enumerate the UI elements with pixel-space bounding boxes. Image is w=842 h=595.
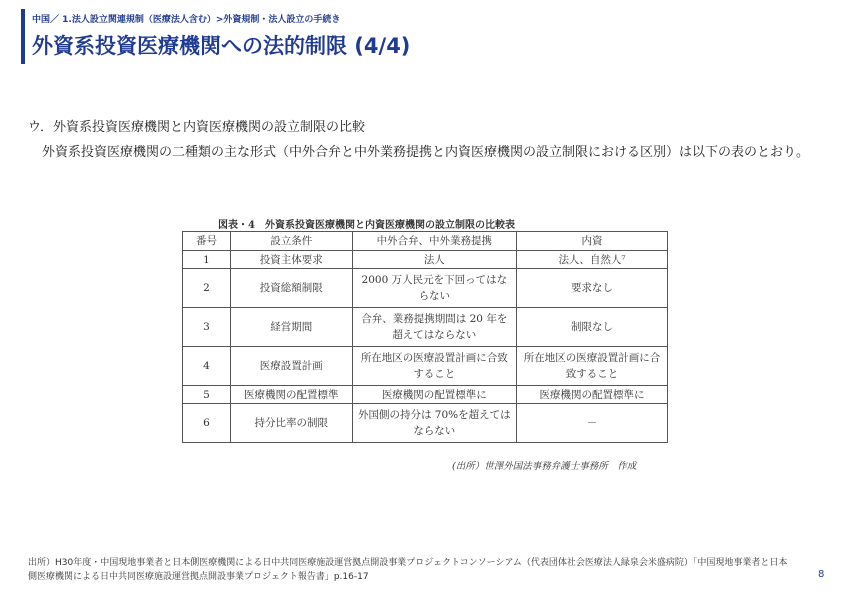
comparison-table	[182, 231, 668, 443]
header-domestic: 内資	[517, 232, 668, 251]
body-paragraph: 外資系投資医療機関の二種類の主な形式（中外合弁と中外業務提携と内資医療機関の設立制限における区別）は以下の表のとおり。	[42, 145, 810, 160]
table-source: (出所）世澤外国法事務弁護士事務所 作成	[452, 461, 637, 472]
header-joint-venture: 中外合弁、中外業務提携	[352, 232, 517, 251]
breadcrumb: 中国／ 1.法人設立関連規制（医療法人含む）>外資規制・法人設立の手続き	[32, 15, 341, 25]
row-condition: 医療設置計画	[231, 347, 353, 386]
row-joint-value: 外国側の持分は 70%を超えてはならない	[352, 404, 517, 443]
page-number: 8	[818, 569, 825, 580]
row-domestic-value: 制限なし	[517, 308, 668, 347]
table-row	[183, 269, 668, 308]
header-condition: 設立条件	[231, 232, 353, 251]
row-joint-value: 医療機関の配置標準に	[352, 386, 517, 404]
row-domestic-value: 医療機関の配置標準に	[517, 386, 668, 404]
row-joint-value: 所在地区の医療設置計画に合致すること	[352, 347, 517, 386]
table-row	[183, 251, 668, 269]
row-condition: 持分比率の制限	[231, 404, 353, 443]
page-title: 外資系投資医療機関への法的制限 (4/4)	[32, 34, 411, 58]
footer-source: 出所）H30年度・中国現地事業者と日本側医療機関による日中共同医療施設運営拠点開設事業プロジェクトコンソーシアム（代表団体社会医療法人緑泉会米盛病院）「中国現地事業者と日本側医療機関による日中共同医療施設運営拠点開設事業プロジェクト報告書」p.16-17	[28, 558, 788, 582]
row-joint-value: 法人	[352, 251, 517, 269]
table-row	[183, 347, 668, 386]
row-number: 3	[183, 308, 231, 347]
header-number: 番号	[183, 232, 231, 251]
row-domestic-value: 要求なし	[517, 269, 668, 308]
table-header-row	[183, 232, 668, 251]
section-heading: ウ．外資系投資医療機関と内資医療機関の設立制限の比較	[28, 120, 365, 135]
row-domestic-value: 所在地区の医療設置計画に合致すること	[517, 347, 668, 386]
row-number: 4	[183, 347, 231, 386]
table-row	[183, 386, 668, 404]
row-number: 6	[183, 404, 231, 443]
table-row	[183, 308, 668, 347]
row-number: 1	[183, 251, 231, 269]
row-condition: 投資主体要求	[231, 251, 353, 269]
row-number: 5	[183, 386, 231, 404]
row-joint-value: 合弁、業務提携期間は 20 年を超えてはならない	[352, 308, 517, 347]
row-condition: 経営期間	[231, 308, 353, 347]
row-condition: 医療機関の配置標準	[231, 386, 353, 404]
row-domestic-value: 法人、自然人⁷	[517, 251, 668, 269]
table-caption: 図表・4 外資系投資医療機関と内資医療機関の設立制限の比較表	[218, 220, 515, 231]
row-joint-value: 2000 万人民元を下回ってはならない	[352, 269, 517, 308]
title-accent-bar	[21, 9, 25, 64]
table-row	[183, 404, 668, 443]
row-domestic-value: －	[517, 404, 668, 443]
row-number: 2	[183, 269, 231, 308]
row-condition: 投資総額制限	[231, 269, 353, 308]
